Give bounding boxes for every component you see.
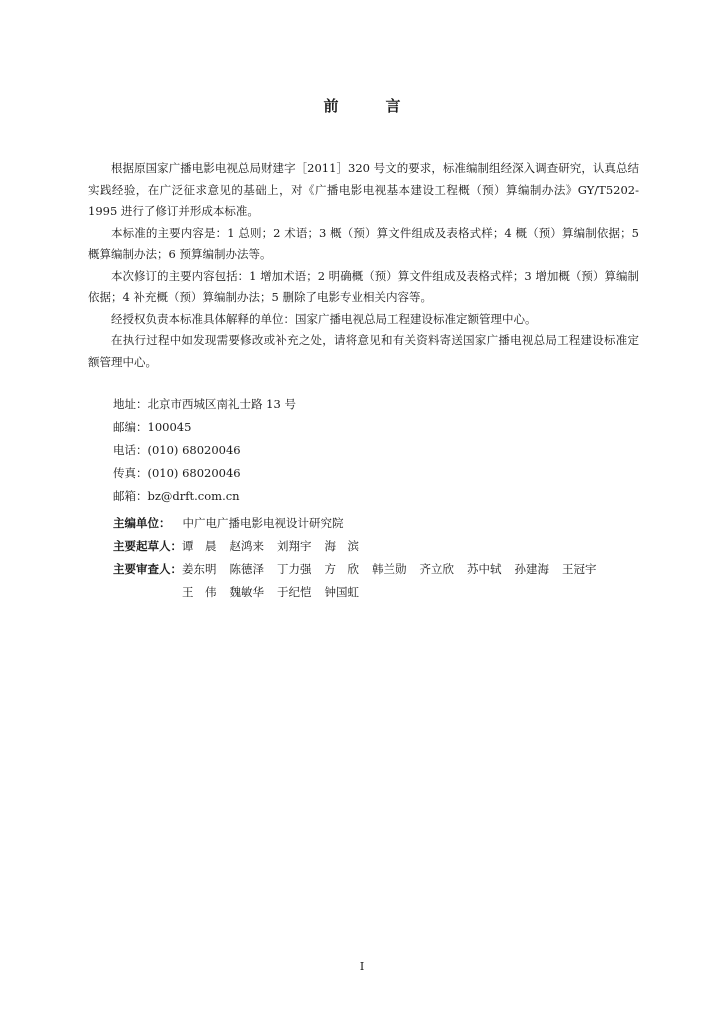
drafter-name: 谭 晨	[182, 539, 217, 553]
editor-org: 中广电广播电影电视设计研究院	[182, 516, 344, 530]
drafters-label: 主要起草人：	[113, 539, 182, 553]
reviewers-label: 主要审查人：	[113, 562, 182, 576]
reviewer-name: 陈德泽	[229, 562, 264, 576]
credits-section	[113, 512, 643, 604]
drafter-name: 赵鸿来	[229, 539, 264, 553]
drafter-name: 海 滨	[324, 539, 359, 553]
preface-body	[88, 158, 639, 373]
contact-fax: 传真：(010) 68020046	[113, 466, 241, 480]
contact-email: 邮箱：bz@drft.com.cn	[113, 489, 240, 503]
contact-phone: 电话：(010) 68020046	[113, 443, 241, 457]
reviewer-name: 孙建海	[514, 562, 549, 576]
reviewer-name: 丁力强	[277, 562, 312, 576]
drafter-name: 刘翔宇	[277, 539, 312, 553]
editor-row	[113, 512, 643, 535]
reviewer-name: 于纪恺	[277, 585, 312, 599]
drafters-row	[113, 535, 643, 558]
preface-paragraph: 在执行过程中如发现需要修改或补充之处，请将意见和有关资料寄送国家广播电视总局工程建设标准定额管理中心。	[88, 333, 639, 369]
preface-paragraph: 经授权负责本标准具体解释的单位：国家广播电视总局工程建设标准定额管理中心。	[111, 311, 537, 326]
reviewer-name: 王 伟	[182, 585, 217, 599]
editor-label: 主编单位：	[113, 516, 171, 530]
contact-address: 地址：北京市西城区南礼士路 13 号	[113, 397, 296, 411]
page-number: I	[359, 960, 365, 973]
reviewer-name: 苏中轼	[467, 562, 502, 576]
reviewer-name: 方 欣	[324, 562, 359, 576]
preface-paragraph: 本次修订的主要内容包括：1 增加术语；2 明确概（预）算文件组成及表格式样；3 增加概（预）算编制依据；4 补充概（预）算编制办法；5 删除了电影专业相关内容等。	[88, 268, 639, 304]
reviewer-name: 姜东明	[182, 562, 217, 576]
contact-info	[113, 393, 296, 508]
reviewers-list	[182, 558, 643, 604]
contact-postcode: 邮编：100045	[113, 420, 192, 434]
reviewer-name: 魏敏华	[229, 585, 264, 599]
reviewers-row	[113, 558, 643, 604]
page-title: 前 言	[323, 97, 417, 115]
reviewer-name: 韩兰勋	[372, 562, 407, 576]
reviewer-name: 王冠宇	[562, 562, 597, 576]
preface-paragraph: 本标准的主要内容是：1 总则；2 术语；3 概（预）算文件组成及表格式样；4 概（预）算编制依据；5 概算编制办法；6 预算编制办法等。	[88, 225, 639, 261]
reviewer-name: 钟国虹	[324, 585, 359, 599]
reviewer-name: 齐立欣	[419, 562, 454, 576]
drafters-list	[182, 535, 643, 558]
preface-paragraph: 根据原国家广播电影电视总局财建字［2011］320 号文的要求，标准编制组经深入调查研究，认真总结实践经验，在广泛征求意见的基础上，对《广播电影电视基本建设工程概（预）算编制办法》GY/T5202-1995 进行了修订并形成本标准。	[88, 161, 639, 218]
